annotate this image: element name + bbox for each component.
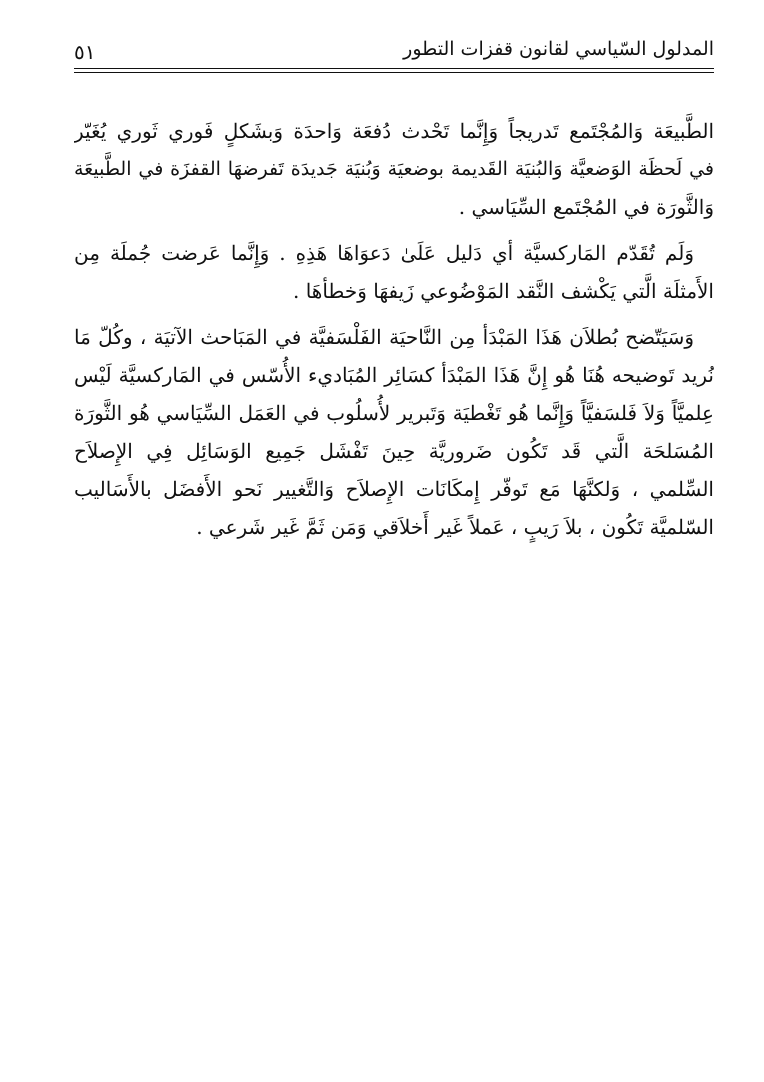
paragraph-3 [74,318,714,546]
text-line: الأَمثلَة الَّتي يَكْشف النَّقد المَوْضُوعي زَيفهَا وَخطأهَا . [292,279,714,303]
text-line: وَلَم تُقَدّم المَاركسيَّة أي دَليل عَلَىٰ دَعوَاهَا هَذِهِ . وَإِنَّما عَرضت جُملَة مِن [74,241,694,265]
text-line: في لَحظَة الوَضعيَّة وَالبُنيَة القَديمة بوضعيَة وَبُنيَة جَديدَة تَفرضهَا القفزَة في الطَّبيعَة [74,158,714,180]
text-line: الطَّبيعَة وَالمُجْتَمع تَدريجاً وَإِنَّما تَحْدث دُفعَة وَاحدَة وَبشَكلٍ فَوري ثَوري يُغَيّر [74,119,714,143]
header-rule [74,68,714,69]
paragraph-2 [74,234,714,310]
text-line: وَالثَّورَة في المُجْتَمع السِّيَاسي . [458,195,714,219]
text-line: نُريد تَوضيحه هُنَا هُو إِنَّ هَذَا المَبْدَأ كسَائِر المُبَاديء الأُسّس في المَاركسيَّة لَيْس [74,363,714,387]
page-number: ٥١ [74,40,96,64]
body-text [74,112,714,546]
running-title: المدلول السّياسي لقانون قفزات التطور [403,38,714,60]
text-line: المُسَلحَة الَّتي قَد تَكُون ضَروريَّة حِينَ تَفْشَل جَمِيع الوَسَائِل فِي الإِصلاَح [74,439,714,463]
text-line: وَسَيَتّضح بُطلاَن هَذَا المَبْدَأ مِن النَّاحيَة الفَلْسَفيَّة في المَبَاحث الآتيَة ، وكُلّ مَا [74,325,694,349]
header-rule-thin [74,72,714,73]
text-line: السِّلمي ، وَلكنَّهَا مَع تَوفّر إِمكَانَات الإِصلاَح وَالتَّغيير نَحو الأَفضَل بالأَسَاليب [74,477,714,501]
text-line: عِلميَّاً وَلاَ فَلسَفيَّاً وَإِنَّما هُو تَغْطيَة وَتَبرير لأُسلُوب في العَمَل السِّيَاسي هُو الثَّورَة [74,401,714,425]
text-line: السّلميَّة تَكُون ، بلاَ رَيبٍ ، عَملاً غَير أَخلاَقي وَمَن ثَمَّ غَير شَرعي . [196,515,714,539]
paragraph-1 [74,112,714,226]
